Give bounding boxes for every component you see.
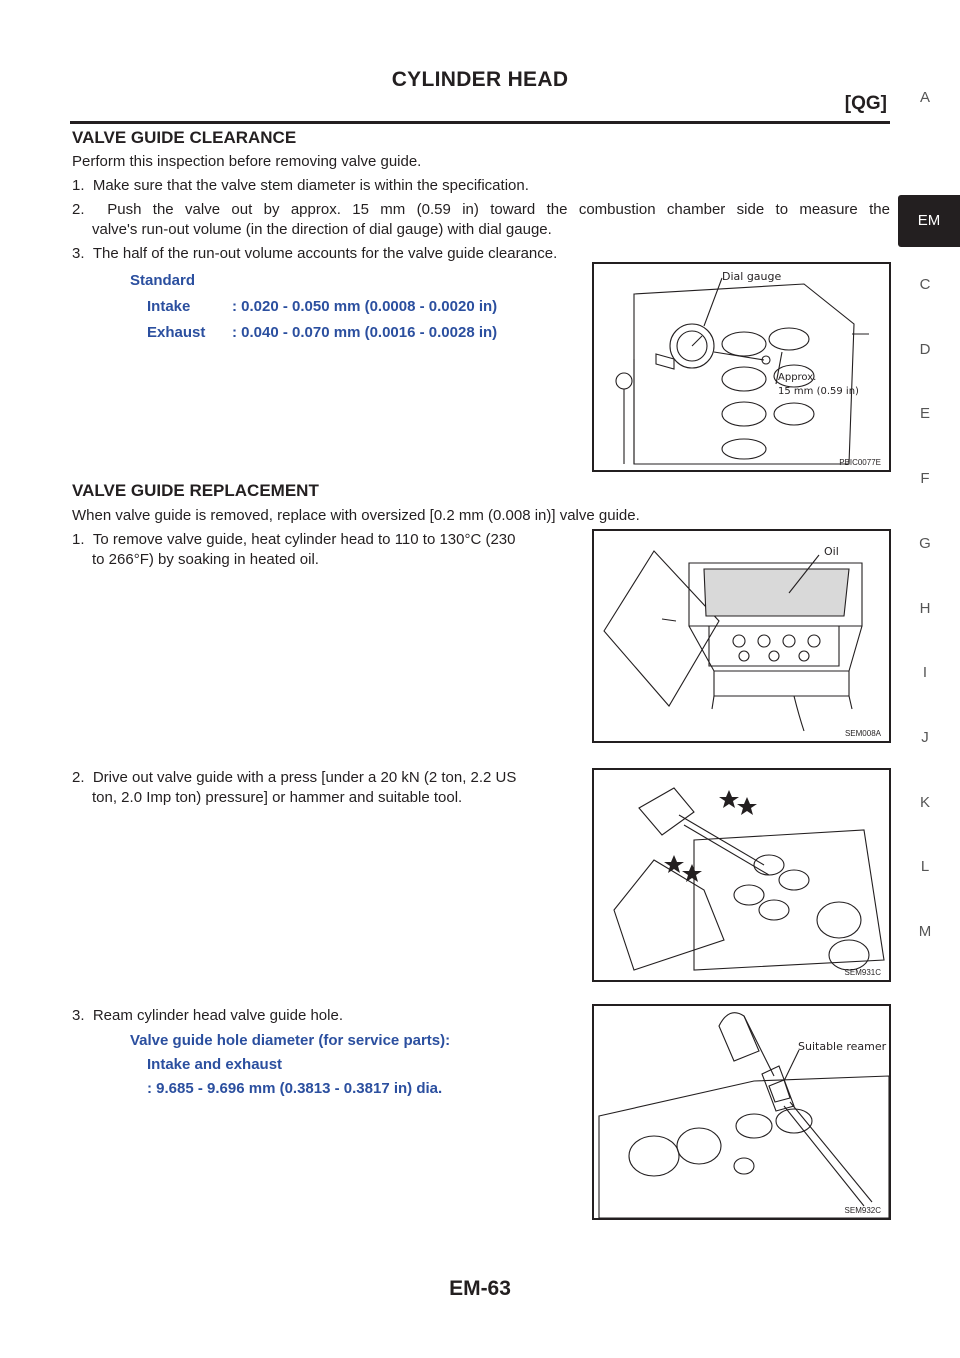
figure-reamer <box>592 1004 891 1220</box>
figure-id: PBIC0077E <box>839 458 881 467</box>
page-title: CYLINDER HEAD <box>391 68 569 91</box>
spec-exhaust-value: : 0.040 - 0.070 mm (0.0016 - 0.0028 in) <box>232 324 498 341</box>
section1-step-2-cont: valve's run-out volume (in the direction of dial gauge) with dial gauge. <box>92 221 552 238</box>
label-oil: Oil <box>824 545 839 558</box>
figure-oil-bath <box>592 529 891 743</box>
sidebar-item-h[interactable]: H <box>919 600 931 617</box>
figure-id: SEM008A <box>844 729 881 738</box>
sidebar-item-i[interactable]: I <box>922 664 928 681</box>
reamer-illustration <box>594 1006 889 1218</box>
section2-step-2-cont: ton, 2.0 Imp ton) pressure] or hammer and suitable tool. <box>92 789 463 806</box>
spec-guide-hole-label: Valve guide hole diameter (for service parts): <box>130 1032 451 1049</box>
page-number: EM-63 <box>449 1277 511 1300</box>
label-approx-value: 15 mm (0.59 in) <box>778 386 859 397</box>
section1-step-1: 1. Make sure that the valve stem diameter is within the specification. <box>72 177 529 194</box>
sidebar-item-em[interactable]: EM <box>898 195 960 247</box>
section2-step-3: 3. Ream cylinder head valve guide hole. <box>72 1007 343 1024</box>
sidebar-item-c[interactable]: C <box>919 276 931 293</box>
label-dial-gauge: Dial gauge <box>722 270 782 283</box>
spec-standard-label: Standard <box>130 272 196 289</box>
section2-step-1-cont: to 266°F) by soaking in heated oil. <box>92 551 319 568</box>
spec-guide-hole-sub: Intake and exhaust <box>147 1056 283 1073</box>
section1-step-3: 3. The half of the run-out volume accounts for the valve guide clearance. <box>72 245 558 262</box>
section2-step-2: 2. Drive out valve guide with a press [under a 20 kN (2 ton, 2.2 US <box>72 769 517 786</box>
section2-step-1: 1. To remove valve guide, heat cylinder head to 110 to 130°C (230 <box>72 531 516 548</box>
section1-intro: Perform this inspection before removing valve guide. <box>72 153 422 170</box>
section1-step-2: 2. Push the valve out by approx. 15 mm (0.59 in) toward the combustion chamber side to measure the <box>72 201 890 218</box>
spec-guide-hole-value: : 9.685 - 9.696 mm (0.3813 - 0.3817 in) dia. <box>147 1080 443 1097</box>
sidebar-item-a[interactable]: A <box>919 89 930 106</box>
spec-exhaust-label: Exhaust <box>147 324 206 341</box>
header-divider <box>70 121 890 124</box>
label-suitable-reamer: Suitable reamer <box>798 1040 887 1053</box>
figure-dial-gauge <box>592 262 891 472</box>
sidebar-item-e[interactable]: E <box>919 405 930 422</box>
label-approx: Approx. <box>778 372 817 383</box>
sidebar-item-d[interactable]: D <box>919 341 931 358</box>
sidebar-item-g[interactable]: G <box>919 535 931 552</box>
sidebar-item-l[interactable]: L <box>920 858 930 875</box>
spec-intake-label: Intake <box>147 298 191 315</box>
figure-id: SEM931C <box>844 968 881 977</box>
spec-intake-value: : 0.020 - 0.050 mm (0.0008 - 0.0020 in) <box>232 298 498 315</box>
section-title-valve-guide-clearance: VALVE GUIDE CLEARANCE <box>72 128 297 147</box>
oil-bath-illustration <box>594 531 889 741</box>
figure-hammer-drive <box>592 768 891 982</box>
engine-code: [QG] <box>844 93 887 114</box>
section-title-valve-guide-replacement: VALVE GUIDE REPLACEMENT <box>72 481 319 500</box>
sidebar-item-f[interactable]: F <box>920 470 930 487</box>
sidebar-item-m[interactable]: M <box>918 923 932 940</box>
hammer-illustration <box>594 770 889 980</box>
sidebar-item-j[interactable]: J <box>921 729 929 746</box>
figure-id: SEM932C <box>844 1206 881 1215</box>
section2-intro: When valve guide is removed, replace with oversized [0.2 mm (0.008 in)] valve guide. <box>72 507 640 524</box>
dial-gauge-illustration <box>594 264 889 470</box>
sidebar-item-k[interactable]: K <box>919 794 930 811</box>
